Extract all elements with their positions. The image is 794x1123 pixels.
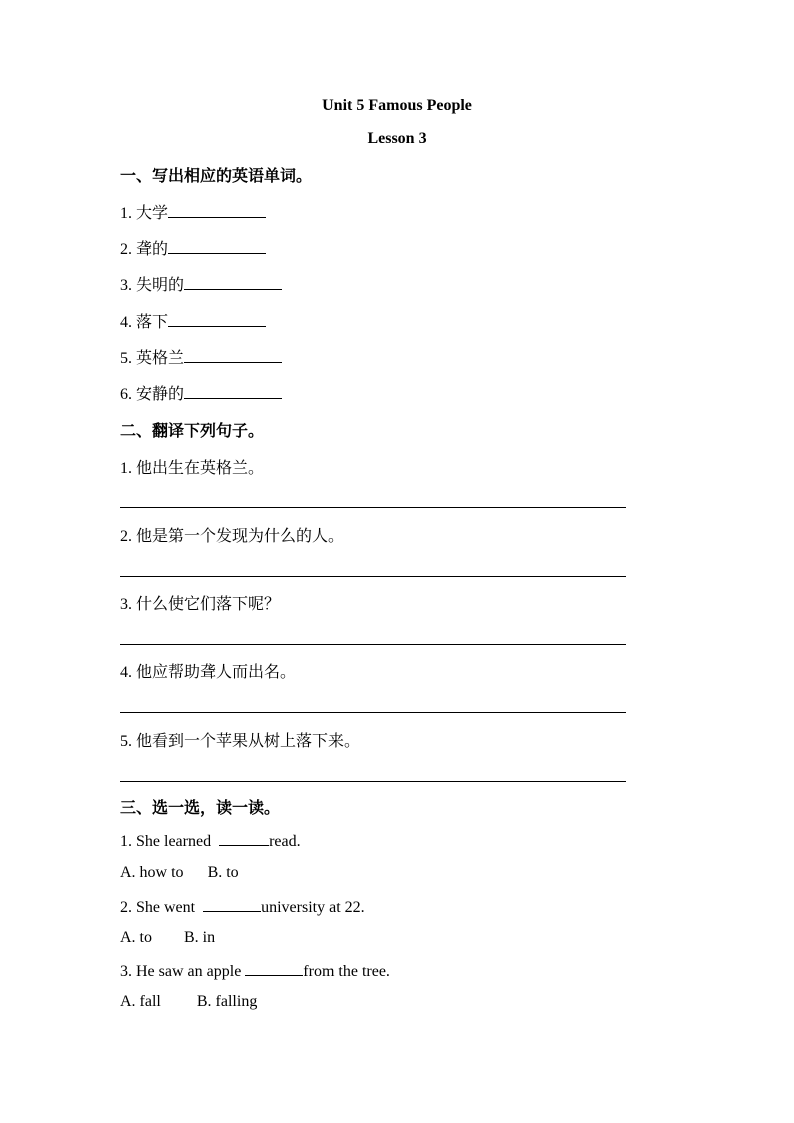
- question: [120, 897, 365, 917]
- sentence-prompt: 3. 什么使它们落下呢？: [120, 596, 281, 613]
- item-text: 4. 落下: [120, 314, 169, 331]
- option-a[interactable]: A. how to: [120, 864, 184, 881]
- option-b[interactable]: B. in: [184, 929, 216, 946]
- option-a[interactable]: A. fall: [120, 993, 161, 1010]
- lesson-subtitle: Lesson 3: [367, 130, 427, 147]
- question-text: read.: [269, 833, 301, 850]
- answer-blank[interactable]: [184, 384, 282, 399]
- answer-blank[interactable]: [203, 897, 261, 912]
- options-row: [120, 993, 257, 1011]
- answer-blank[interactable]: [168, 203, 266, 218]
- item-text: 5. 英格兰: [120, 350, 185, 367]
- question: [120, 961, 390, 981]
- item-text: 1. 大学: [120, 205, 169, 222]
- option-b[interactable]: B. falling: [196, 993, 258, 1010]
- option-a[interactable]: A. to: [120, 929, 152, 946]
- answer-blank[interactable]: [168, 312, 266, 327]
- question-text: from the tree.: [303, 963, 390, 980]
- item-text: 6. 安静的: [120, 386, 185, 403]
- answer-line[interactable]: [120, 507, 626, 508]
- list-item: [120, 272, 282, 295]
- answer-blank[interactable]: [184, 348, 282, 363]
- sentence-prompt: 5. 他看到一个苹果从树上落下来。: [120, 733, 361, 750]
- question-text: 3. He saw an apple: [120, 963, 246, 980]
- answer-blank[interactable]: [219, 831, 269, 846]
- list-item: [120, 200, 266, 223]
- list-item: [120, 309, 266, 332]
- question-text: 1. She learned: [120, 833, 216, 850]
- item-text: 3. 失明的: [120, 277, 185, 294]
- answer-line[interactable]: [120, 712, 626, 713]
- question-text: 2. She went: [120, 899, 200, 916]
- answer-line[interactable]: [120, 576, 626, 577]
- section2-heading: 二、翻译下列句子。: [120, 423, 265, 440]
- question: [120, 831, 301, 851]
- section3-heading: 三、选一选，读一读。: [120, 800, 281, 817]
- answer-line[interactable]: [120, 781, 626, 782]
- answer-blank[interactable]: [245, 961, 303, 976]
- list-item: [120, 345, 282, 368]
- worksheet-title: Unit 5 Famous People: [322, 97, 472, 114]
- options-row: [120, 864, 239, 882]
- list-item: [120, 236, 266, 259]
- question-text: university at 22.: [261, 899, 365, 916]
- sentence-prompt: 1. 他出生在英格兰。: [120, 460, 265, 477]
- options-row: [120, 929, 215, 947]
- option-b[interactable]: B. to: [207, 864, 239, 881]
- answer-line[interactable]: [120, 644, 626, 645]
- item-text: 2. 聋的: [120, 241, 169, 258]
- answer-blank[interactable]: [168, 239, 266, 254]
- list-item: [120, 381, 282, 404]
- section1-heading: 一、写出相应的英语单词。: [120, 168, 313, 185]
- sentence-prompt: 2. 他是第一个发现为什么的人。: [120, 528, 345, 545]
- sentence-prompt: 4. 他应帮助聋人而出名。: [120, 664, 297, 681]
- answer-blank[interactable]: [184, 275, 282, 290]
